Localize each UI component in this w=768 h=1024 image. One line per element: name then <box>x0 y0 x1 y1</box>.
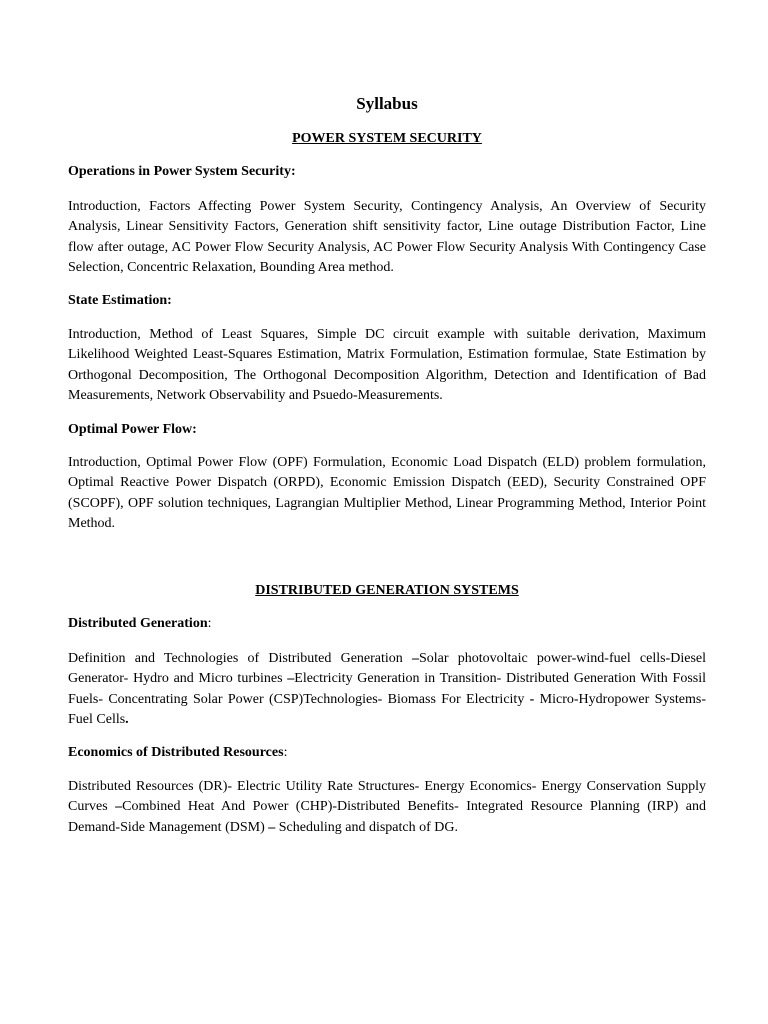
body-dash: - <box>529 691 535 707</box>
body-text: Combined Heat And Power (CHP)-Distributed Benefits- Integrated Resource Planning (IRP) and Demand-Side Management (DSM) <box>68 799 706 835</box>
topic-heading-suffix: : <box>207 616 212 631</box>
section-heading-distributed-generation-systems: DISTRIBUTED GENERATION SYSTEMS <box>255 583 519 598</box>
topic-heading-text: Economics of Distributed Resources <box>68 745 284 760</box>
body-text: Micro-Hydropower Systems-Fuel Cells <box>68 691 706 728</box>
topic-heading-optimal-power-flow <box>68 421 708 439</box>
body-text: Solar photovoltaic power-wind-fuel cells-Diesel Generator- Hydro and Micro turbines <box>68 651 706 687</box>
topic-heading-state-estimation <box>68 292 708 310</box>
document-title: Syllabus <box>356 94 418 113</box>
topic-body-operations: Introduction, Factors Affecting Power System Security, Contingency Analysis, An Overview of Security Analysis, Linear Sensitivity Factors, Generation shift sensitivity factor, Line outage Distribution Factor, Line flow after outage, AC Power Flow Security Analysis, AC Power Flow Security Analysis With Contingency Case Selection, Concentric Relaxation, Bounding Area method. <box>68 199 706 276</box>
topic-body-optimal-power-flow: Introduction, Optimal Power Flow (OPF) Formulation, Economic Load Dispatch (ELD) problem formulation, Optimal Reactive Power Dispatch (ORPD), Economic Emission Dispatch (EED), Security Constrained OPF (SCOPF), OPF solution techniques, Lagrangian Multiplier Method, Linear Programming Method, Interior Point Method. <box>68 455 706 532</box>
topic-body-distributed-generation <box>68 649 706 731</box>
topic-body-state-estimation: Introduction, Method of Least Squares, Simple DC circuit example with suitable derivation, Maximum Likelihood Weighted Least-Squares Estimation, Matrix Formulation, Estimation formulae, State Estimation by Orthogonal Decomposition, The Orthogonal Decomposition Algorithm, Detection and Identification of Bad Measurements, Network Observability and Psuedo-Measurements. <box>68 327 706 404</box>
body-dash: – <box>411 651 419 666</box>
body-text: Electricity Generation in Transition- Distributed Generation With Fossil Fuels- Concentrating Solar Power (CSP)Technologies- Biomass For Electricity <box>68 671 706 707</box>
topic-heading-suffix: : <box>283 745 288 760</box>
body-text: Scheduling and dispatch of DG. <box>275 819 458 835</box>
body-dash: – <box>115 799 123 815</box>
body-dash: – <box>287 671 295 687</box>
body-text: Distributed Resources (DR)- Electric Utility Rate Structures- Energy Economics- Energy Conservation Supply Curves <box>68 779 706 815</box>
topic-heading-text: Operations in Power System Security: <box>68 164 296 179</box>
topic-heading-distributed-generation <box>68 615 708 633</box>
topic-heading-operations <box>68 163 708 181</box>
body-text: Definition and Technologies of Distributed Generation <box>68 651 412 666</box>
body-period: . <box>125 712 129 728</box>
body-dash: – <box>268 819 276 835</box>
topic-heading-economics <box>68 744 708 762</box>
topic-body-economics <box>68 777 706 838</box>
section-heading-power-system-security: POWER SYSTEM SECURITY <box>292 131 482 146</box>
topic-heading-text: State Estimation: <box>68 293 172 308</box>
topic-heading-text: Distributed Generation <box>68 616 208 631</box>
topic-heading-text: Optimal Power Flow: <box>68 422 197 437</box>
